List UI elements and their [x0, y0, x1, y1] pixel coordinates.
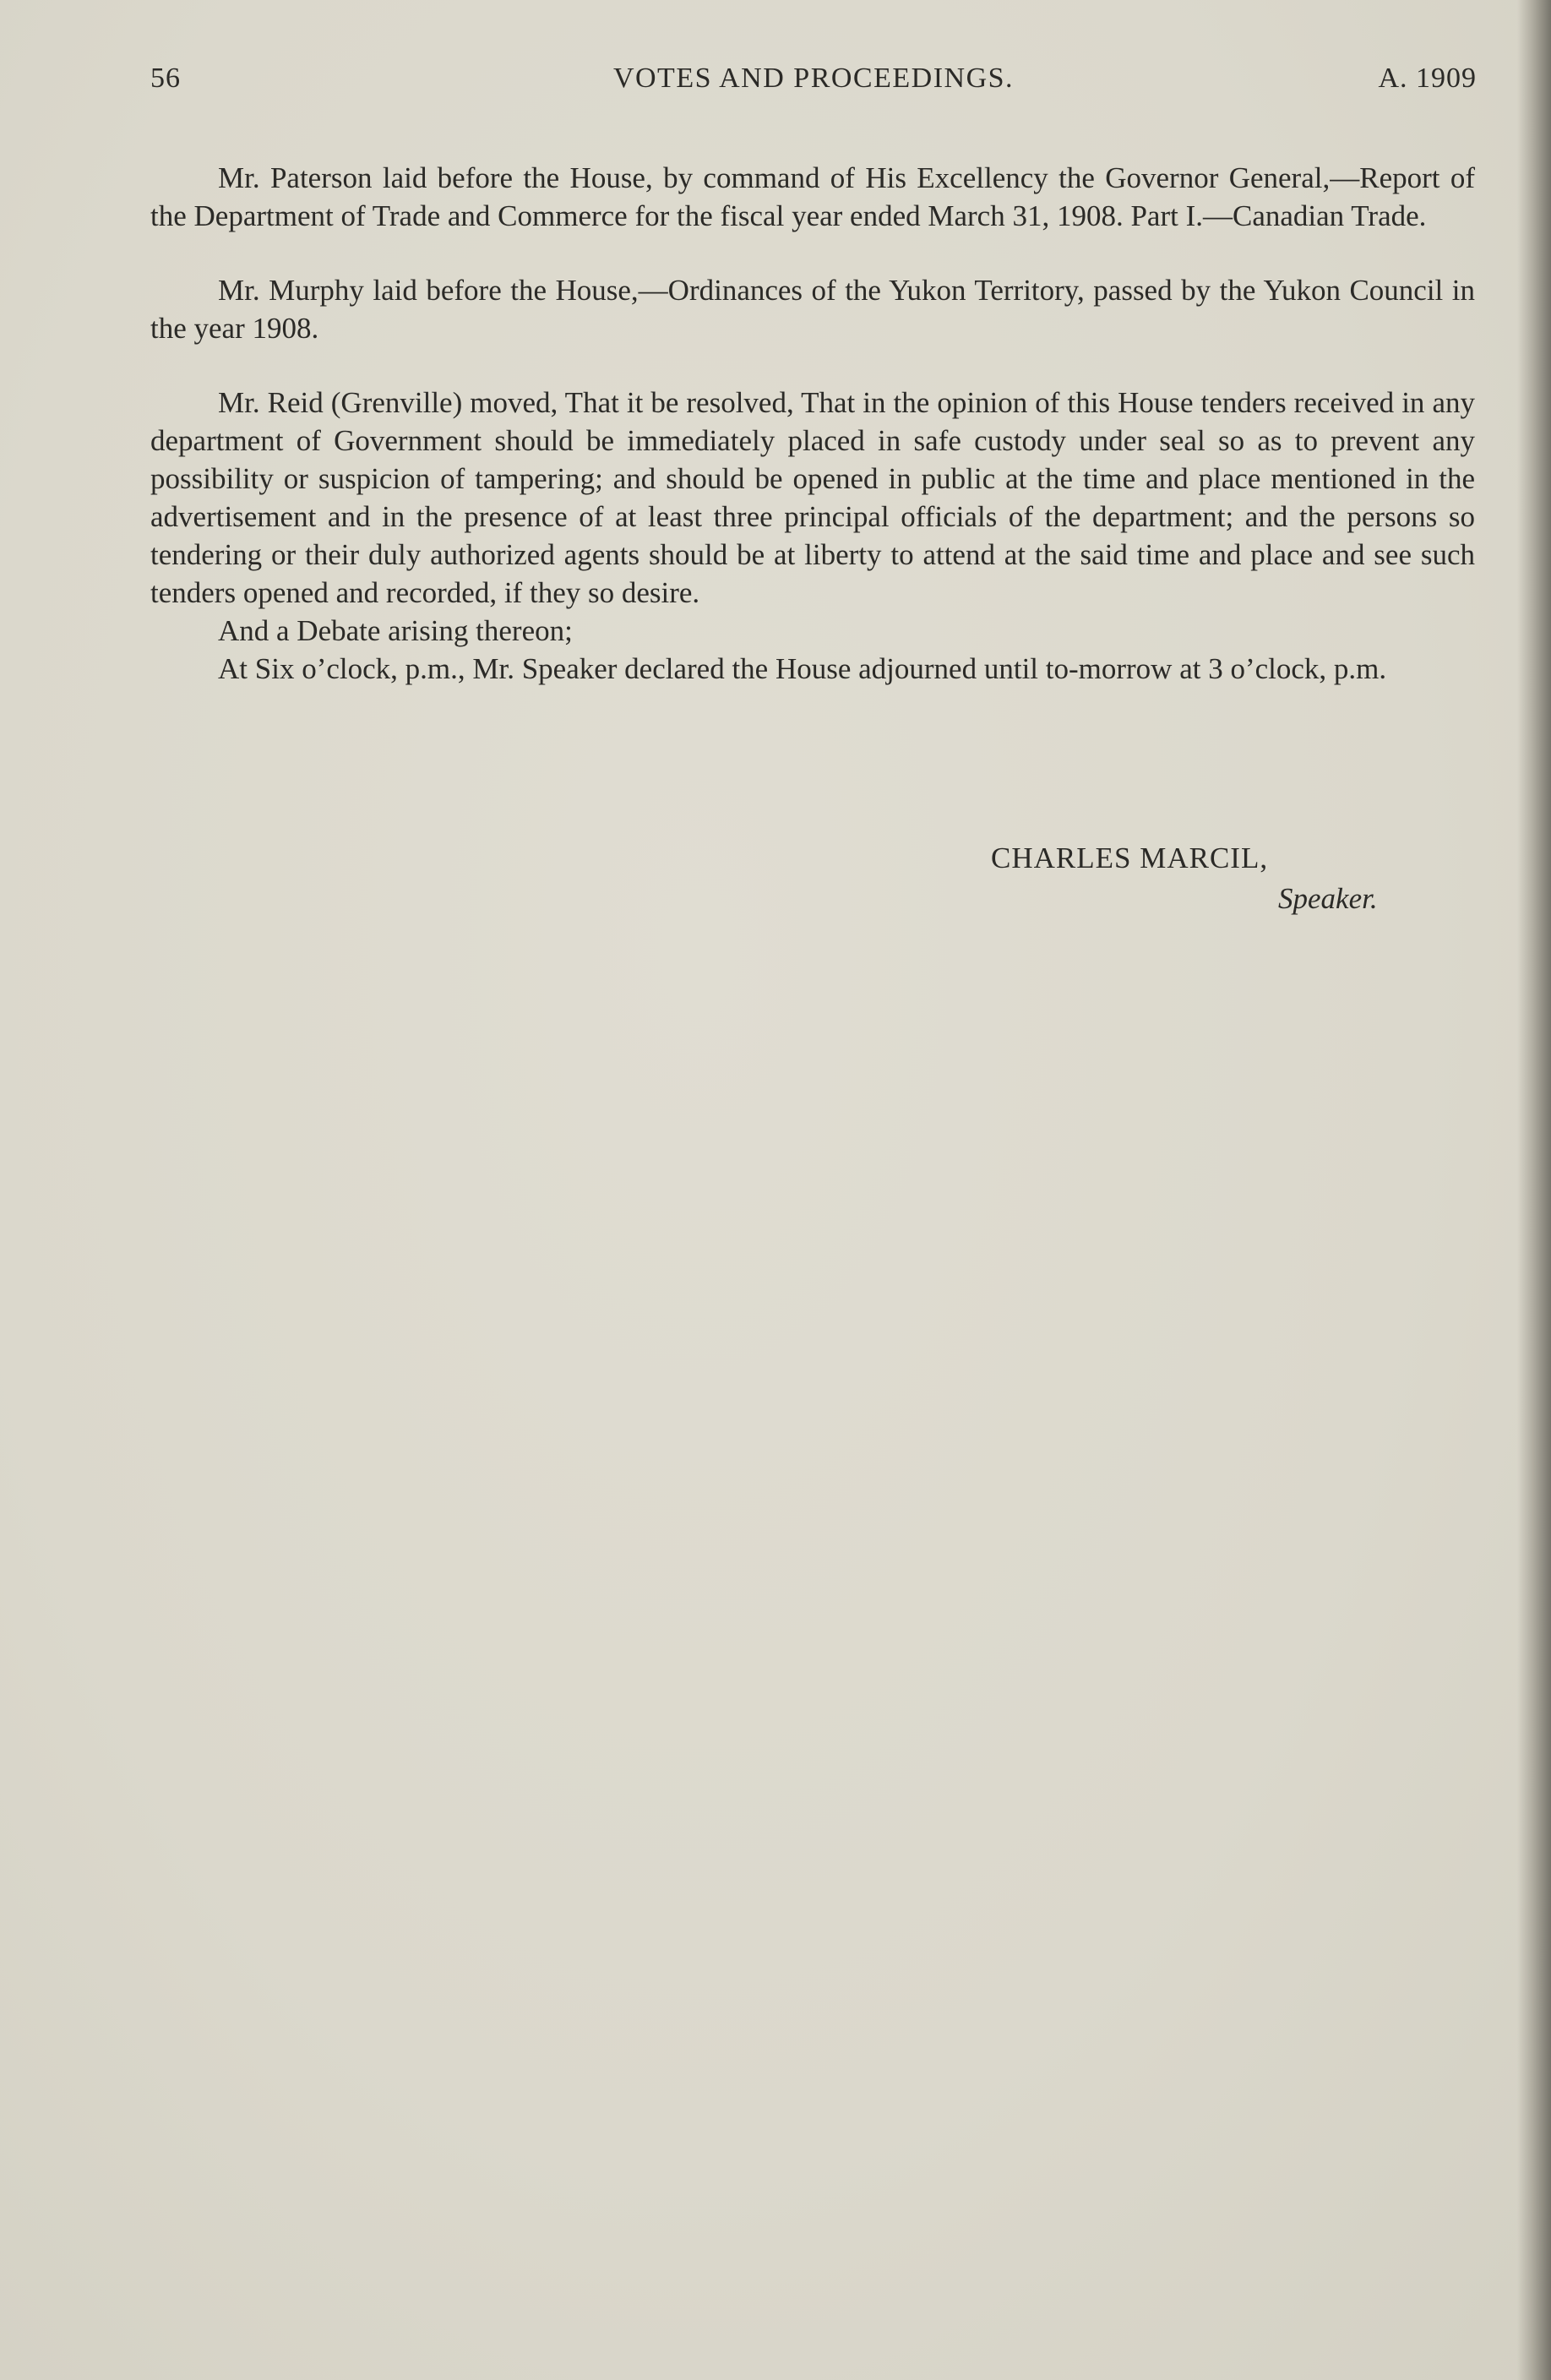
- speaker-name: CHARLES MARCIL,: [991, 841, 1269, 874]
- paragraph-debate: And a Debate arising thereon;: [218, 614, 573, 647]
- paragraph-adjournment: At Six o’clock, p.m., Mr. Speaker declared the House adjourned until to-morrow at 3 o’clock, p.m.: [218, 652, 1387, 685]
- paragraph-paterson-report: Mr. Paterson laid before the House, by command of His Excellency the Governor General,—Report of the Department of Trade and Commerce for the fiscal year ended March 31, 1908. Part I.—Canadian Trade.: [150, 161, 1475, 232]
- paragraph-murphy-ordinances: Mr. Murphy laid before the House,—Ordinances of the Yukon Territory, passed by the Yukon Council in the year 1908.: [150, 274, 1475, 345]
- proceedings-body: [150, 159, 1475, 688]
- speaker-signature-block: [150, 838, 1475, 919]
- binding-shadow: [1517, 0, 1551, 2380]
- session-year: A. 1909: [1378, 63, 1477, 94]
- running-title: VOTES AND PROCEEDINGS.: [612, 63, 1015, 94]
- page-header: [150, 63, 1477, 105]
- paragraph-reid-motion: Mr. Reid (Grenville) moved, That it be resolved, That in the opinion of this House tenders received in any department of Government should be immediately placed in safe custody under seal so as to prevent any possibility or suspicion of tampering; and should be opened in public at the time and place mentioned in the advertisement and in the presence of at least three principal officials of the department; and the persons so tendering or their duly authorized agents should be at liberty to attend at the said time and place and see such tenders opened and recorded, if they so desire.: [150, 386, 1475, 609]
- page-number: 56: [150, 63, 181, 94]
- speaker-title: Speaker.: [1278, 882, 1378, 915]
